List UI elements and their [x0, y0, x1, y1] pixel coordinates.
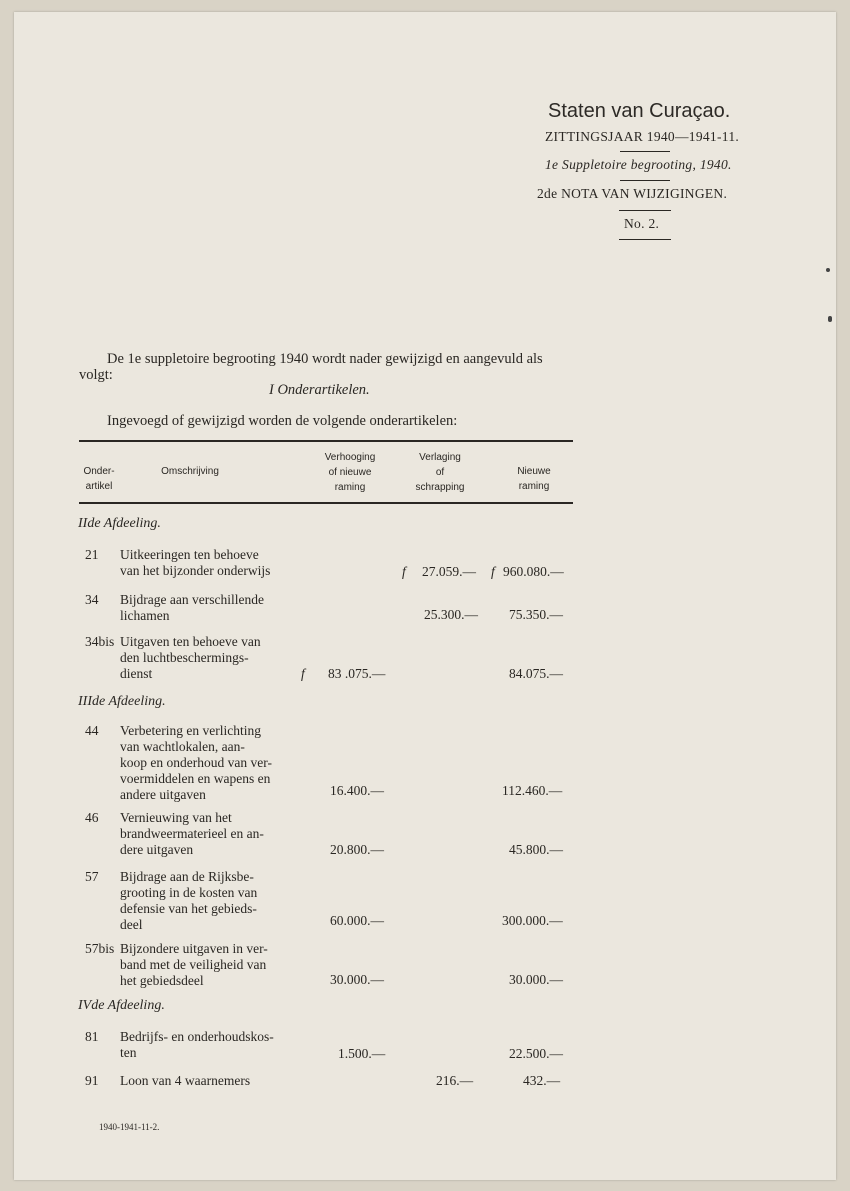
verhooging-amount: 1.500.—	[338, 1046, 386, 1061]
divider	[620, 151, 670, 152]
nieuwe-raming-amount: 960.080.—	[503, 564, 564, 579]
table-top-rule	[79, 440, 573, 442]
edge-mark	[826, 268, 830, 272]
nieuwe-raming-amount: 112.460.—	[502, 783, 563, 798]
row-description: Vernieuwing van het brandweermaterieel en an- dere uitgaven	[120, 810, 264, 857]
row-description: Bedrijfs- en onderhoudskos- ten	[120, 1029, 274, 1060]
verhooging-amount: 60.000.—	[330, 913, 384, 928]
verlaging-amount: 216.—	[436, 1073, 474, 1088]
nieuwe-raming-amount: 432.—	[523, 1073, 561, 1088]
nieuwe-raming-amount: 75.350.—	[509, 607, 563, 622]
divider	[619, 239, 671, 240]
intro-line-1: De 1e suppletoire begrooting 1940 wordt nader gewijzigd en aangevuld als	[107, 351, 543, 367]
divider	[619, 210, 671, 211]
verlaging-amount: 27.059.—	[422, 564, 476, 579]
nota-line: 2de NOTA VAN WIJZIGINGEN.	[537, 186, 728, 201]
document-title: Staten van Curaçao.	[548, 100, 731, 122]
nieuwe-raming-amount: 84.075.—	[509, 666, 563, 681]
row-description: Bijzondere uitgaven in ver- band met de veiligheid van het gebiedsdeel	[120, 941, 268, 988]
col-header-verlaging: Verlaging of schrapping	[415, 452, 465, 493]
row-description: Loon van 4 waarnemers	[120, 1073, 251, 1088]
row-description: Uitgaven ten behoeve van den luchtbeschermings- dienst	[120, 634, 261, 681]
nieuwe-raming-amount: 45.800.—	[509, 842, 563, 857]
document-number: No. 2.	[624, 216, 660, 231]
row-number: 81	[85, 1029, 99, 1044]
section-title: IVde Afdeeling.	[78, 998, 165, 1013]
row-number: 57bis	[85, 941, 115, 956]
row-number: 46	[85, 810, 99, 825]
nieuwe-raming-amount: 22.500.—	[509, 1046, 563, 1061]
florin-sign: f	[491, 564, 495, 579]
intro-line-2: volgt:	[79, 367, 113, 383]
col-header-omschrijving: Omschrijving	[161, 466, 219, 477]
table-header-rule	[79, 502, 573, 504]
row-number: 91	[85, 1073, 99, 1088]
row-description: Verbetering en verlichting van wachtlokalen, aan- koop en onderhoud van ver- voermiddelen en wapens en andere uitgaven	[120, 723, 272, 802]
row-description: Uitkeeringen ten behoeve van het bijzonder onderwijs	[120, 547, 271, 578]
row-number: 34	[85, 592, 99, 607]
section-title: IIde Afdeeling.	[78, 516, 161, 531]
verhooging-amount: 83 .075.—	[328, 666, 386, 681]
row-number: 57	[85, 869, 99, 884]
session-line: ZITTINGSJAAR 1940—1941-11.	[545, 129, 740, 144]
row-number: 44	[85, 723, 99, 738]
nieuwe-raming-amount: 300.000.—	[502, 913, 563, 928]
row-number: 34bis	[85, 634, 115, 649]
florin-sign: f	[301, 666, 305, 681]
footer-code: 1940-1941-11-2.	[99, 1122, 160, 1132]
verhooging-amount: 16.400.—	[330, 783, 384, 798]
col-header-onderartikel: Onder- artikel	[83, 466, 115, 492]
section-title: IIIde Afdeeling.	[78, 694, 166, 709]
col-header-verhooging: Verhooging of nieuwe raming	[324, 452, 376, 493]
verlaging-amount: 25.300.—	[424, 607, 478, 622]
row-description: Bijdrage aan de Rijksbe- grooting in de kosten van defensie van het gebieds- deel	[120, 869, 258, 932]
section-heading: I Onderartikelen.	[269, 382, 370, 398]
verhooging-amount: 30.000.—	[330, 972, 384, 987]
edge-mark	[828, 316, 832, 322]
row-number: 21	[85, 547, 99, 562]
divider	[620, 180, 670, 181]
nieuwe-raming-amount: 30.000.—	[509, 972, 563, 987]
florin-sign: f	[402, 564, 406, 579]
verhooging-amount: 20.800.—	[330, 842, 384, 857]
intro-line-3: Ingevoegd of gewijzigd worden de volgende onderartikelen:	[107, 413, 458, 429]
row-description: Bijdrage aan verschillende lichamen	[120, 592, 264, 623]
supplement-line: 1e Suppletoire begrooting, 1940.	[545, 157, 732, 172]
col-header-nieuwe-raming: Nieuwe raming	[517, 466, 551, 492]
